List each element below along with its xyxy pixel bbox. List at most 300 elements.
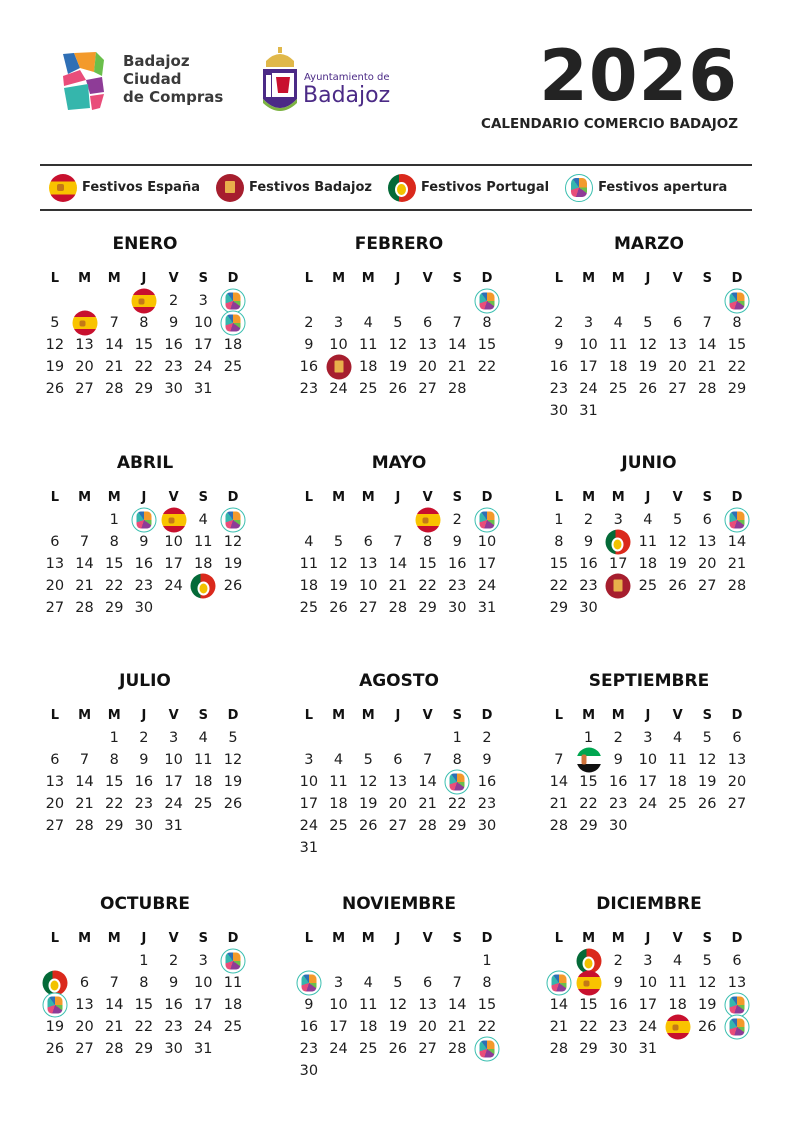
day-cell: 19 [223, 774, 243, 790]
holiday-day [574, 749, 604, 771]
holiday-day [129, 290, 159, 312]
empty-cell [383, 950, 413, 972]
day-cell: 14 [549, 997, 569, 1013]
day-cell: 28 [75, 600, 94, 616]
day-cell: 19 [329, 578, 348, 594]
month-title: ABRIL [116, 453, 174, 473]
day-cell: 10 [329, 337, 348, 353]
day-cell: 26 [388, 1041, 408, 1057]
day-cell: 24 [299, 818, 319, 834]
day-cell: 29 [448, 818, 467, 834]
day-cell: 22 [579, 796, 598, 812]
month-title: MAYO [371, 453, 427, 473]
weekday-header: S [452, 931, 462, 946]
day-cell: 13 [75, 997, 94, 1013]
weekday-header: L [304, 708, 313, 723]
day-cell: 27 [418, 381, 437, 397]
apertura-logo-icon [724, 289, 749, 314]
day-cell: 15 [134, 997, 154, 1013]
day-cell: 6 [422, 975, 433, 991]
day-cell: 24 [477, 578, 497, 594]
day-cell: 26 [668, 578, 687, 594]
weekday-header: J [141, 708, 147, 723]
day-cell: 3 [304, 752, 314, 768]
day-cell: 18 [194, 556, 213, 572]
weekday-header: D [481, 708, 493, 723]
day-cell: 12 [223, 534, 243, 550]
month-title: JUNIO [621, 453, 677, 473]
weekday-header: V [422, 931, 433, 946]
day-cell: 19 [388, 1019, 408, 1035]
day-cell: 22 [104, 796, 124, 812]
holiday-day [294, 972, 324, 994]
weekday-header: L [50, 931, 59, 946]
day-cell: 25 [608, 381, 628, 397]
day-cell: 9 [583, 534, 594, 550]
day-cell: 9 [139, 752, 149, 768]
day-cell: 8 [482, 975, 492, 991]
day-cell: 1 [554, 512, 564, 528]
day-cell: 21 [549, 796, 569, 812]
day-cell: 29 [549, 600, 569, 616]
empty-cell [574, 290, 604, 312]
holiday-day [70, 312, 100, 334]
legend-label: Festivos Portugal [420, 180, 550, 195]
day-cell: 4 [304, 534, 314, 550]
empty-cell [353, 727, 383, 749]
legend-item-badajoz [216, 174, 372, 202]
weekday-header: M [332, 271, 345, 286]
day-cell: 2 [304, 315, 314, 331]
weekday-header: J [645, 708, 651, 723]
day-cell: 25 [223, 359, 243, 375]
day-cell: 29 [134, 1041, 154, 1057]
empty-cell [353, 950, 383, 972]
holiday-day [218, 950, 248, 972]
day-cell: 12 [698, 752, 717, 768]
holiday-day [40, 994, 70, 1016]
day-cell: 15 [477, 997, 497, 1013]
day-cell: 2 [482, 730, 492, 746]
apertura-logo-icon [220, 508, 245, 533]
day-cell: 24 [164, 796, 183, 812]
day-cell: 28 [448, 1041, 467, 1057]
day-cell: 12 [668, 534, 687, 550]
day-cell: 13 [727, 975, 747, 991]
day-cell: 26 [698, 1019, 717, 1035]
empty-cell [442, 290, 472, 312]
day-cell: 26 [388, 381, 408, 397]
day-cell: 14 [418, 774, 437, 790]
day-cell: 6 [363, 534, 373, 550]
day-cell: 10 [638, 975, 658, 991]
empty-cell [442, 950, 472, 972]
holiday-day [413, 509, 443, 531]
weekday-header: L [50, 708, 59, 723]
apertura-logo-icon [724, 1015, 749, 1040]
month-marzo [544, 232, 764, 422]
weekday-header: L [554, 931, 563, 946]
day-cell: 24 [194, 359, 213, 375]
empty-cell [353, 290, 383, 312]
day-cell: 10 [164, 534, 183, 550]
day-cell: 16 [164, 997, 183, 1013]
day-cell: 14 [727, 534, 747, 550]
day-cell: 24 [638, 1019, 658, 1035]
empty-cell [70, 727, 100, 749]
month-noviembre [294, 892, 514, 1082]
day-cell: 6 [422, 315, 433, 331]
day-cell: 31 [164, 818, 183, 834]
day-cell: 12 [638, 337, 658, 353]
weekday-header: M [361, 490, 375, 505]
day-cell: 22 [448, 796, 467, 812]
day-cell: 13 [45, 556, 65, 572]
day-cell: 23 [608, 1019, 628, 1035]
holiday-day [544, 972, 574, 994]
day-cell: 28 [104, 381, 124, 397]
day-cell: 23 [477, 796, 497, 812]
day-cell: 9 [168, 315, 179, 331]
day-cell: 26 [223, 578, 243, 594]
day-cell: 31 [638, 1041, 658, 1057]
spain-flag-icon [131, 289, 156, 314]
day-cell: 23 [134, 796, 154, 812]
empty-cell [383, 509, 413, 531]
day-cell: 27 [727, 796, 747, 812]
spain-flag-icon [72, 311, 97, 336]
day-cell: 18 [329, 796, 348, 812]
day-cell: 28 [388, 600, 408, 616]
day-cell: 18 [194, 774, 213, 790]
day-cell: 23 [448, 578, 467, 594]
weekday-header: J [395, 271, 401, 286]
day-cell: 15 [418, 556, 437, 572]
weekday-header: S [198, 271, 208, 286]
day-cell: 5 [333, 534, 344, 550]
day-cell: 16 [608, 774, 628, 790]
day-cell: 30 [549, 403, 569, 419]
day-cell: 29 [134, 381, 154, 397]
weekday-header: M [332, 708, 345, 723]
holiday-day [40, 972, 70, 994]
weekday-header: M [611, 271, 625, 286]
weekday-header: D [227, 931, 239, 946]
empty-cell [544, 290, 574, 312]
day-grid [294, 705, 514, 859]
weekday-header: S [702, 490, 712, 505]
day-cell: 4 [363, 975, 373, 991]
day-cell: 18 [638, 556, 658, 572]
day-grid [40, 928, 260, 1060]
weekday-header: V [672, 490, 683, 505]
day-cell: 4 [363, 315, 373, 331]
apertura-logo-icon [474, 1037, 499, 1062]
apertura-logo-icon [565, 174, 593, 202]
day-cell: 24 [164, 578, 183, 594]
holiday-day [472, 290, 502, 312]
day-cell: 26 [329, 600, 348, 616]
day-cell: 22 [477, 1019, 497, 1035]
day-cell: 26 [638, 381, 658, 397]
day-cell: 23 [608, 796, 628, 812]
day-cell: 5 [702, 953, 712, 969]
apertura-logo-icon [474, 289, 499, 314]
day-cell: 19 [223, 556, 243, 572]
day-cell: 3 [198, 953, 208, 969]
day-cell: 1 [583, 730, 594, 746]
day-cell: 17 [638, 997, 658, 1013]
empty-cell [70, 950, 100, 972]
day-cell: 22 [418, 578, 437, 594]
badajoz-emblem-icon [216, 174, 244, 202]
day-cell: 11 [668, 752, 687, 768]
calendar-subtitle: CALENDARIO COMERCIO BADAJOZ [481, 116, 738, 132]
apertura-logo-icon [474, 508, 499, 533]
day-cell: 27 [418, 1041, 437, 1057]
holiday-day [663, 1016, 693, 1038]
day-cell: 21 [418, 796, 437, 812]
day-cell: 7 [79, 534, 90, 550]
weekday-header: S [702, 271, 712, 286]
day-cell: 10 [477, 534, 497, 550]
day-cell: 14 [388, 556, 408, 572]
empty-cell [692, 290, 722, 312]
day-cell: 25 [299, 600, 319, 616]
month-title: DICIEMBRE [596, 894, 702, 914]
weekday-header: L [304, 490, 313, 505]
day-cell: 21 [75, 578, 94, 594]
weekday-header: J [395, 931, 401, 946]
holiday-day [188, 575, 218, 597]
empty-cell [544, 950, 574, 972]
day-cell: 19 [668, 556, 687, 572]
day-cell: 3 [643, 953, 653, 969]
spain-flag-icon [161, 508, 186, 533]
weekday-header: J [645, 490, 651, 505]
month-title: AGOSTO [359, 671, 439, 691]
day-cell: 29 [418, 600, 437, 616]
day-cell: 4 [198, 512, 208, 528]
day-cell: 12 [388, 337, 408, 353]
day-cell: 4 [672, 953, 683, 969]
day-cell: 24 [329, 1041, 348, 1057]
day-cell: 9 [168, 975, 179, 991]
day-cell: 13 [727, 752, 747, 768]
weekday-header: M [611, 708, 625, 723]
weekday-header: M [78, 708, 91, 723]
empty-cell [294, 950, 324, 972]
day-grid [294, 268, 514, 400]
day-cell: 27 [45, 600, 65, 616]
legend [40, 164, 752, 211]
legend-label: Festivos Badajoz [248, 180, 372, 195]
day-cell: 9 [139, 534, 149, 550]
day-cell: 17 [164, 556, 183, 572]
day-cell: 17 [329, 1019, 348, 1035]
day-cell: 11 [329, 774, 348, 790]
month-title: FEBRERO [354, 234, 444, 254]
day-cell: 15 [727, 337, 747, 353]
day-cell: 15 [104, 774, 124, 790]
day-cell: 21 [448, 1019, 467, 1035]
day-cell: 23 [579, 578, 598, 594]
day-cell: 14 [549, 774, 569, 790]
day-cell: 24 [194, 1019, 213, 1035]
day-cell: 8 [482, 315, 492, 331]
day-cell: 11 [358, 997, 378, 1013]
weekday-header: M [332, 490, 345, 505]
day-cell: 2 [168, 953, 179, 969]
day-cell: 18 [668, 997, 687, 1013]
day-cell: 7 [422, 752, 433, 768]
day-cell: 20 [75, 1019, 94, 1035]
day-cell: 22 [727, 359, 747, 375]
weekday-header: S [198, 490, 208, 505]
holiday-day [472, 1038, 502, 1060]
apertura-logo-icon [546, 971, 571, 996]
day-cell: 18 [608, 359, 628, 375]
weekday-header: D [481, 271, 493, 286]
brand-line-3: de Compras [123, 88, 224, 106]
day-cell: 11 [194, 752, 213, 768]
day-cell: 14 [104, 337, 124, 353]
apertura-logo-icon [42, 993, 67, 1018]
day-cell: 8 [554, 534, 564, 550]
day-cell: 2 [613, 730, 623, 746]
day-cell: 20 [418, 359, 437, 375]
holiday-day [218, 290, 248, 312]
empty-cell [70, 509, 100, 531]
badajoz-ciudad-de-compras-logo-icon [60, 50, 105, 112]
day-cell: 19 [698, 997, 717, 1013]
day-cell: 8 [139, 315, 149, 331]
weekday-header: M [611, 490, 625, 505]
day-cell: 24 [579, 381, 598, 397]
weekday-header: D [481, 490, 493, 505]
weekday-header: J [645, 271, 651, 286]
day-cell: 1 [482, 953, 492, 969]
day-cell: 17 [194, 997, 213, 1013]
day-cell: 26 [45, 1041, 65, 1057]
portugal-flag-icon [388, 174, 416, 202]
day-cell: 30 [299, 1063, 319, 1079]
day-cell: 21 [549, 1019, 569, 1035]
badajoz-emblem-icon [606, 574, 631, 599]
day-cell: 29 [104, 600, 124, 616]
holiday-day [722, 994, 752, 1016]
day-cell: 13 [418, 337, 437, 353]
day-cell: 15 [549, 556, 569, 572]
weekday-header: M [582, 931, 595, 946]
year-title: 2026 [539, 35, 738, 117]
day-cell: 3 [333, 315, 344, 331]
day-cell: 20 [388, 796, 408, 812]
day-cell: 10 [299, 774, 319, 790]
day-cell: 11 [299, 556, 319, 572]
empty-cell [294, 290, 324, 312]
apertura-logo-icon [445, 770, 470, 795]
day-cell: 6 [672, 315, 683, 331]
weekday-header: L [554, 490, 563, 505]
spain-flag-icon [576, 971, 601, 996]
day-cell: 27 [668, 381, 687, 397]
holiday-day [603, 575, 633, 597]
day-cell: 19 [358, 796, 378, 812]
day-cell: 20 [668, 359, 687, 375]
day-cell: 11 [668, 975, 687, 991]
day-cell: 30 [134, 600, 154, 616]
holiday-day [218, 312, 248, 334]
day-cell: 4 [198, 730, 208, 746]
day-cell: 31 [194, 1041, 213, 1057]
day-cell: 3 [643, 730, 653, 746]
weekday-header: D [227, 271, 239, 286]
holiday-day [574, 950, 604, 972]
day-cell: 17 [164, 774, 183, 790]
month-title: OCTUBRE [100, 894, 190, 914]
day-cell: 20 [45, 578, 65, 594]
weekday-header: J [141, 271, 147, 286]
month-junio [544, 451, 764, 619]
day-cell: 12 [358, 774, 378, 790]
day-cell: 25 [329, 818, 348, 834]
spain-flag-icon [49, 174, 77, 202]
day-cell: 16 [134, 556, 154, 572]
day-cell: 2 [583, 512, 594, 528]
day-cell: 28 [448, 381, 467, 397]
day-cell: 10 [638, 752, 658, 768]
day-cell: 12 [223, 752, 243, 768]
weekday-header: S [198, 931, 208, 946]
weekday-header: V [422, 271, 433, 286]
holiday-day [442, 771, 472, 793]
spain-flag-icon [415, 508, 440, 533]
weekday-header: D [731, 708, 743, 723]
day-cell: 12 [698, 975, 717, 991]
day-cell: 26 [45, 381, 65, 397]
day-cell: 7 [79, 752, 90, 768]
day-cell: 26 [223, 796, 243, 812]
day-cell: 19 [638, 359, 658, 375]
day-cell: 5 [702, 730, 712, 746]
day-cell: 1 [109, 512, 119, 528]
month-mayo [294, 451, 514, 619]
weekday-header: L [50, 271, 59, 286]
day-cell: 5 [228, 730, 238, 746]
day-cell: 9 [613, 975, 623, 991]
day-cell: 8 [452, 752, 462, 768]
day-cell: 16 [299, 359, 319, 375]
day-cell: 23 [164, 359, 183, 375]
day-cell: 30 [448, 600, 467, 616]
day-cell: 24 [329, 381, 348, 397]
legend-item-portugal [388, 174, 549, 202]
day-cell: 9 [482, 752, 492, 768]
day-cell: 8 [109, 534, 119, 550]
day-cell: 16 [448, 556, 467, 572]
weekday-header: M [611, 931, 625, 946]
day-grid [544, 487, 764, 619]
weekday-header: V [672, 271, 683, 286]
day-cell: 11 [194, 534, 213, 550]
portugal-flag-icon [606, 530, 631, 555]
day-cell: 8 [422, 534, 433, 550]
day-cell: 8 [139, 975, 149, 991]
day-cell: 17 [299, 796, 319, 812]
day-cell: 10 [164, 752, 183, 768]
badajoz-emblem-icon [326, 355, 351, 380]
